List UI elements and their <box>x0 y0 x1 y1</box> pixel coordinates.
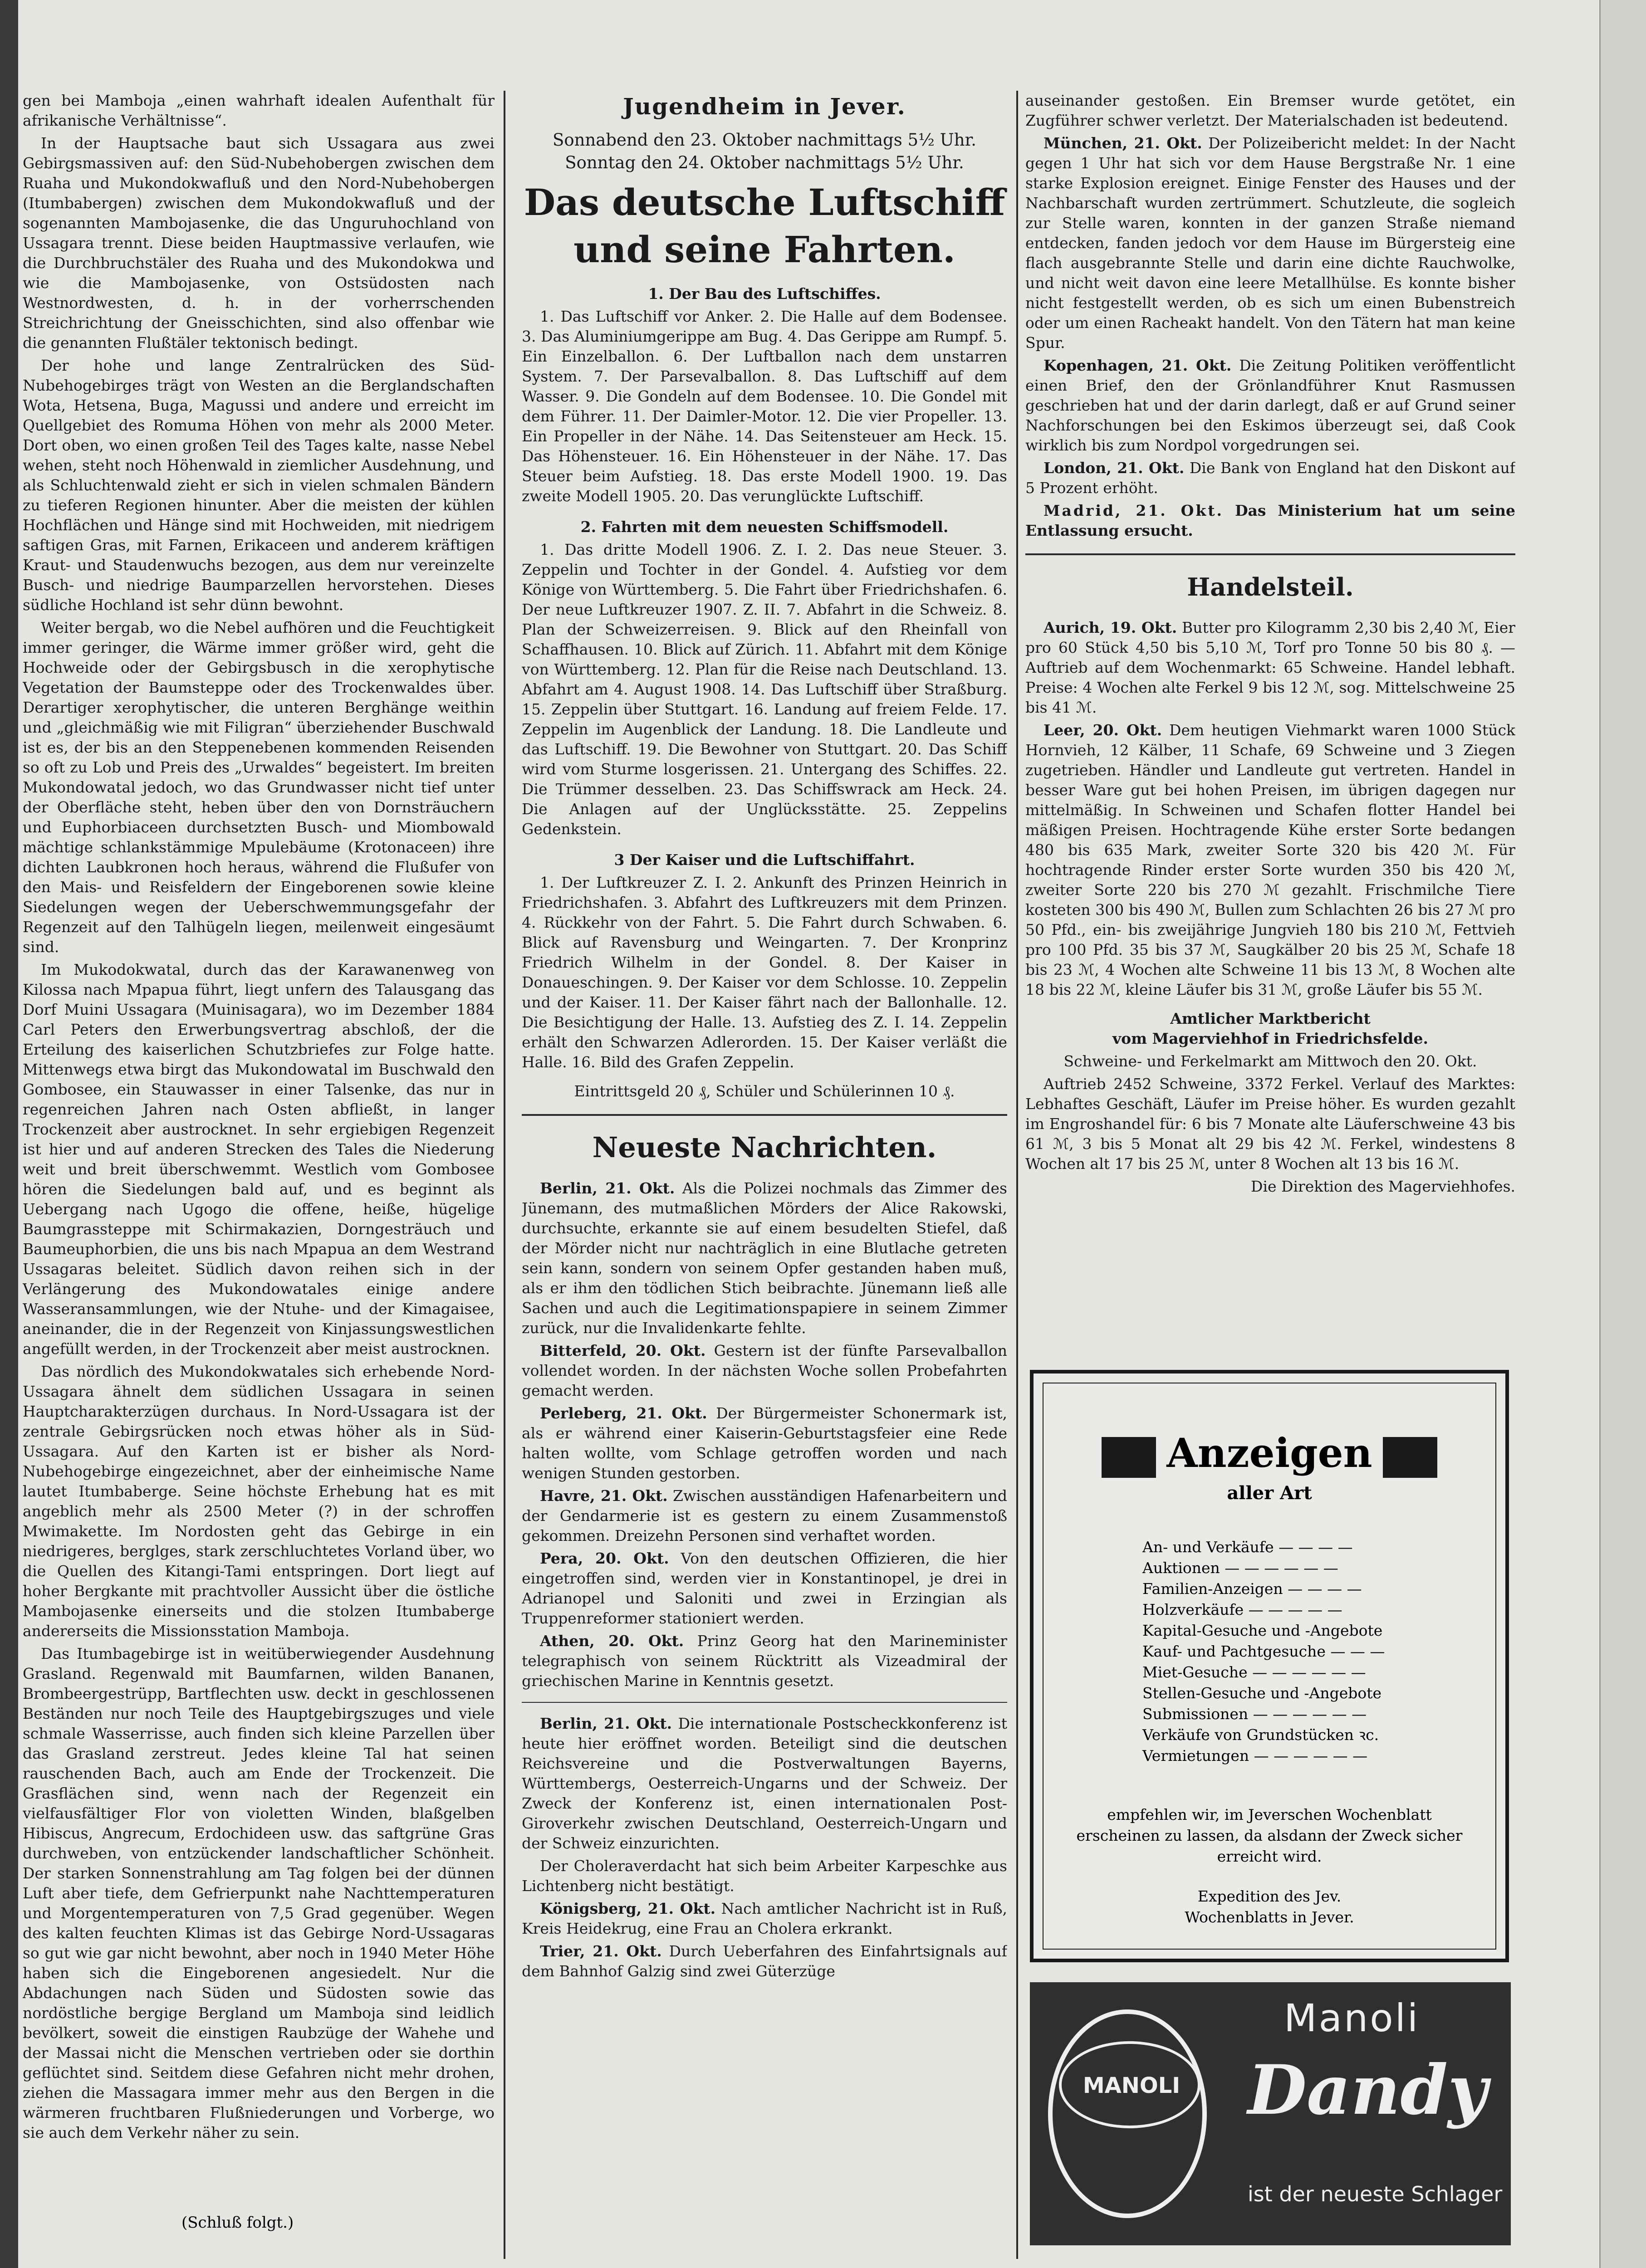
ad-category: Kapital-Gesuche und -Angebote <box>1142 1622 1383 1639</box>
news-item <box>522 1631 1007 1691</box>
news-item <box>522 1899 1007 1939</box>
news-item <box>522 1403 1007 1483</box>
news-text: Das Ministerium hat um seine Entlassung ersucht. <box>1025 502 1515 539</box>
ad-category: An- und Verkäufe — — — — <box>1142 1538 1353 1556</box>
news-place: Königsberg, 21. Okt. <box>540 1900 716 1917</box>
trade-heading: Handelsteil. <box>1187 572 1354 601</box>
trade-place: Leer, 20. Okt. <box>1043 721 1162 739</box>
news-text: Gestern ist der fünfte Parsevalballon vollendet worden. In der nächsten Woche sollen Probefahrten gemacht werden. <box>522 1342 1007 1399</box>
news-item <box>1025 133 1515 353</box>
news-place: Perleberg, 21. Okt. <box>540 1404 707 1422</box>
event-date: Sonntag den 24. Oktober nachmittags 5½ Uhr. <box>565 153 964 172</box>
ad-category: Familien-Anzeigen — — — — <box>1142 1580 1362 1598</box>
logo-badge-text: MANOLI <box>1083 2073 1181 2098</box>
market-text: Auftrieb 2452 Schweine, 3372 Ferkel. Verlauf des Marktes: Lebhaftes Geschäft, Läufer im Preise höher. Es wurden gezahlt im Engroshandel für: 6 bis 7 Monate alte Läuferschweine 43 bis 61 ℳ, 3 bis 5 Monat alt 29 bis 42 ℳ. Ferkel, windestens 8 Wochen alt 17 bis 25 ℳ, unter 8 Wochen alt 13 bis 16 ℳ. <box>1025 1075 1515 1173</box>
news-place: Havre, 21. Okt. <box>540 1487 668 1505</box>
news-place: Bitterfeld, 20. Okt. <box>540 1342 706 1359</box>
article-paragraph: Das Itumbagebirge ist in weitüberwiegender Ausdehnung Grasland. Regenwald mit Baumfarnen, wilden Bananen, Brombeergestrüpp, Bartflechten usw. deckt in geschlossenen Beständen nur noch Teile des Hauptgebirgszuges und viele schmale Wasserrisse, auch finden sich kleine Parzellen über das Grasland zerstreut. Jedes kleine Tal hat seinen rauschenden Bach, auch am Ende der Trockenzeit. Die Grasflächen sind, wenn nach der Regenzeit ein vielfausfältiger Flor von violetten Winden, blaßgelben Hibiscus, Angrecum, Erdochideen usw. das saftgrüne Gras durchweben, von entzückender landschaftlicher Schönheit. Der starken Sonnenstrahlung am Tag folgen bei der dünnen Luft aber tiefe, dem Gefrierpunkt nahe Nachttemperaturen und Morgentemperaturen von 7,5 Grad gegenüber. Wegen des kalten feuchten Klimas ist das Gebirge Nord-Ussagaras so gut wie gar nicht bewohnt, aber noch in 1940 Meter Höhe haben sich die Eingeborenen angesiedelt. Nur die Abdachungen nach Süden und Südosten sowie das nordöstliche bergige Bergland um Mamboja sind leidlich bevölkert, soweit die einstigen Raubzüge der Wahehe und der Massai nicht die Menschen vertrieben oder sie dorthin geflüchtet sind. Seitdem diese Gefahren nicht mehr drohen, ziehen die Massagara immer mehr aus den Bergen in die wärmeren fruchtbaren Flußniederungen und Vorberge, wo sie auch dem Verkehr näher zu sein. <box>23 1645 495 2141</box>
news-item <box>522 1178 1007 1338</box>
ad-category: Kauf- und Pachtgesuche — — — <box>1142 1642 1385 1660</box>
news-text: Die Bank von England hat den Diskont auf 5 Prozent erhöht. <box>1025 459 1515 497</box>
market-signature: Die Direktion des Magerviehhofes. <box>1250 1178 1515 1195</box>
news-item <box>522 1341 1007 1401</box>
news-text: Von den deutschen Offizieren, die hier eingetroffen sind, werden vier in Konstantinopel, je drei in Adrianopel und Saloniti und zwei in Erzingian als Truppenreformer stationiert werden. <box>522 1549 1007 1627</box>
ad-title: Anzeigen <box>1166 1429 1372 1476</box>
section-heading: 2. Fahrten mit dem neuesten Schiffsmodell. <box>580 518 949 536</box>
news-item <box>1025 356 1515 455</box>
news-text: Der Bürgermeister Schonermark ist, als er während einer Kaiserin-Geburtstagsfeier eine Rede halten wollte, vom Schlage getroffen worden und nach wenigen Stunden gestorben. <box>522 1404 1007 1482</box>
news-item <box>522 1549 1007 1628</box>
ad-category: Vermietungen — — — — — — <box>1142 1747 1368 1765</box>
page-edge <box>1599 0 1646 2268</box>
event-title: Das deutsche Luftschiff und seine Fahrten. <box>524 181 1005 271</box>
news-item <box>1025 91 1515 131</box>
article-paragraph: Weiter bergab, wo die Nebel aufhören und die Feuchtigkeit immer geringer, die Wärme immer größer wird, geht die Hochweide oder der Gebirgsbusch in die xerophytische Vegetation der Baumsteppe oder des Trockenwaldes über. Derartiger xerophytischer, die unteren Berghänge weithin und „gleichmäßig wie mit Filigran“ überziehender Buschwald ist es, der bis an den Steppenebenen kommenden Reisenden so oft zu Lob und Preis des „Urwaldes“ begeistert. Im breiten Mukondowatal jedoch, wo das Grundwasser nicht tief unter der Oberfläche steht, heben über den von Dornsträuchern und Euphorbiaceen durchsetzten Busch- und Miombowald mächtige schlankstämmige Mpulebäume (Krotonaceen) ihre dichten Laubkronen hoch heraus, während die Flußufer von den Mais- und Reisfeldern der Eingeborenen sowie kleine Siedelungen wegen der Ueberschwemmungsgefahr der Regenzeit auf den Talhügeln liegen, meilenweit eingesäumt sind. <box>23 619 495 956</box>
news-text: Prinz Georg hat den Marineminister telegraphisch von seinem Rücktritt als Vizeadmiral der griechischen Marine in Kenntnis gesetzt. <box>522 1632 1007 1690</box>
divider <box>522 1702 1007 1703</box>
column-left-article <box>23 91 495 2268</box>
news-item <box>522 1714 1007 1853</box>
news-item <box>522 1486 1007 1546</box>
section-heading: 3 Der Kaiser und die Luftschiffahrt. <box>614 851 915 869</box>
section-heading: 1. Der Bau des Luftschiffes. <box>648 285 881 303</box>
section-text: 1. Das dritte Modell 1906. Z. I. 2. Das neue Steuer. 3. Zeppelin und Tochter in der Gondel. 4. Aufstieg vor dem Könige von Württemberg. 5. Die Fahrt über Friedrichshafen. 6. Der neue Luftkreuzer 1907. Z. II. 7. Abfahrt in die Schweiz. 8. Plan der Schweizerreisen. 9. Blick auf den Rheinfall von Schaffhausen. 10. Blick auf Zürich. 11. Abfahrt mit dem Könige von Württemberg. 12. Plan für die Reise nach Deutschland. 13. Abfahrt am 4. August 1908. 14. Das Luftschiff über Straßburg. 15. Zeppelin über Stuttgart. 16. Landung auf freiem Felde. 17. Zeppelin im Augenblick der Landung. 18. Die Landleute und das Luftschiff. 19. Die Bewohner von Stuttgart. 20. Das Schiff wird vom Sturme losgerissen. 21. Untergang des Schiffes. 22. Die Trümmer desselben. 23. Das Schiffswrack am Heck. 24. Die Anlagen auf der Unglücksstätte. 25. Zeppelins Gedenkstein. <box>522 541 1007 838</box>
divider <box>1025 553 1515 555</box>
news-place: Madrid, 21. Okt. <box>1043 502 1224 519</box>
section-text: 1. Das Luftschiff vor Anker. 2. Die Halle auf dem Bodensee. 3. Das Aluminiumgerippe am Bug. 4. Das Gerippe am Rumpf. 5. Ein Einzelballon. 6. Der Luftballon nach dem unstarren System. 7. Der Parsevalballon. 8. Das Luftschiff auf dem Wasser. 9. Die Gondeln auf dem Bodensee. 10. Die Gondel mit dem Führer. 11. Der Daimler-Motor. 12. Die vier Propeller. 13. Ein Propeller in der Nähe. 14. Das Seitensteuer am Heck. 15. Das Höhensteuer. 16. Ein Höhensteuer in der Nähe. 17. Das Steuer beim Aufstieg. 18. Das erste Modell 1900. 19. Das zweite Modell 1905. 20. Das verunglückte Luftschiff. <box>522 308 1007 505</box>
news-place: Berlin, 21. Okt. <box>540 1179 675 1197</box>
market-heading: vom Magerviehhof in Friedrichsfelde. <box>1112 1030 1429 1047</box>
manoli-ad <box>1030 1982 1511 2245</box>
column-middle <box>522 91 1007 2268</box>
event-venue: Jugendheim in Jever. <box>623 93 906 120</box>
news-item <box>522 1856 1007 1896</box>
news-place: Berlin, 21. Okt. <box>540 1715 672 1732</box>
column-right <box>1025 91 1515 1343</box>
ad-category: Stellen-Gesuche und -Angebote <box>1142 1684 1382 1702</box>
trade-place: Aurich, 19. Okt. <box>1043 619 1177 636</box>
ad-publisher: Expedition des Jev. Wochenblatts in Jever. <box>1185 1887 1354 1926</box>
news-text: Der Choleraverdacht hat sich beim Arbeiter Karpeschke aus Lichtenberg nicht bestätigt. <box>522 1857 1007 1895</box>
news-place: London, 21. Okt. <box>1043 459 1185 477</box>
ad-category-list <box>1142 1537 1433 1766</box>
section-text: 1. Der Luftkreuzer Z. I. 2. Ankunft des Prinzen Heinrich in Friedrichshafen. 3. Abfahrt des Luftkreuzers mit dem Prinzen. 4. Rückkehr von der Fahrt. 5. Die Fahrt durch Schwaben. 6. Blick auf Ravensburg und Weingarten. 7. Der Kronprinz Friedrich Wilhelm in der Gondel. 8. Der Kaiser in Donaueschingen. 9. Der Kaiser vor dem Schlosse. 10. Zeppelin und der Kaiser. 11. Der Kaiser fährt nach der Ballonhalle. 12. Die Besichtigung der Halle. 13. Aufstieg des Z. I. 14. Zeppelin erhält den Schwarzen Adlerorden. 15. Der Kaiser verläßt die Halle. 16. Bild des Grafen Zeppelin. <box>522 874 1007 1071</box>
article-paragraph: In der Hauptsache baut sich Ussagara aus zwei Gebirgsmassiven auf: den Süd-Nubehobergen zwischen dem Ruaha und Mukondokwafluß und den Nord-Nubehobergen (Itumbabergen) zwischen dem Mukondokwafluß und der sogenannten Mambojasenke, die das Unguruhochland von Ussagara trennt. Diese beiden Hauptmassive verlaufen, wie die Durchbruchstäler des Ruaha und des Mukondokwa und wie die Mambojasenke, von Ostsüdosten nach Westnordwesten, d. h. in der vorherrschenden Streichrichtung der Gneisschichten, sind also offenbar wie die genannten Flußtäler tektonisch bedingt. <box>23 134 495 352</box>
ad-category: Verkäufe von Grundstücken ꝛc. <box>1142 1726 1379 1744</box>
news-text: Der Polizeibericht meldet: In der Nacht gegen 1 Uhr hat sich vor dem Hause Bergstraße Nr. 1 eine starke Explosion ereignet. Einige Fenster des Hauses und der Nachbarschaft wurden zertrümmert. Schutzleute, die sogleich zur Stelle waren, konnten in der ganzen Straße niemand entdecken, fanden jedoch vor dem Hause im Bürgersteig eine flach ausgebrannte Stelle und darin eine dichte Rauchwolke, und nicht weit davon eine leere Metallhülse. Es konnte bisher nicht festgestellt werden, ob es sich um einen Bubenstreich oder um einen Racheakt handelt. Von den Tätern hat man keine Spur. <box>1025 134 1515 352</box>
news-text: Durch Ueberfahren des Einfahrtsignals auf dem Bahnhof Galzig sind zwei Güterzüge <box>522 1942 1007 1980</box>
product-name: Dandy <box>1248 2050 1488 2130</box>
brand-name: Manoli <box>1284 1996 1420 2040</box>
news-text: Die Zeitung Politiken veröffentlicht einen Brief, den der Grönlandführer Knut Rasmussen geschrieben hat und der darin darlegt, daß er auf Grund seiner Nachforschungen bei den Eskimos überzeugt sei, daß Cook wirklich bis zum Nordpol vorgedrungen sei. <box>1025 357 1515 454</box>
news-text: Zwischen ausständigen Hafenarbeitern und der Gendarmerie ist es gestern zu einem Zusammenstoß gekommen. Dreizehn Personen sind verhaftet worden. <box>522 1487 1007 1545</box>
news-place: München, 21. Okt. <box>1043 134 1202 152</box>
trade-text: Dem heutigen Viehmarkt waren 1000 Stück Hornvieh, 12 Kälber, 11 Schafe, 69 Schweine und 3 Ziegen zugetrieben. Händler und Landleute gut vertreten. Handel in besser Ware gut bei hohen Preisen, im übrigen dagegen nur mittelmäßig. In Schweinen und Schafen flotter Handel bei mäßigen Preisen. Hochtragende Kühe erster Sorte bedangen 480 bis 635 Mark, zweiter Sorte 320 bis 420 ℳ. Für hochtragende Rinder erster Sorte wurden 350 bis 420 ℳ, zweiter Sorte 220 bis 270 ℳ gezahlt. Frischmilche Tiere kosteten 300 bis 490 ℳ, Bullen zum Schlachten 26 bis 27 ℳ pro 50 Pfd., ein- bis zweijährige Jungvieh 180 bis 210 ℳ, Fettvieh pro 100 Pfd. 35 bis 37 ℳ, Saugkälber 20 bis 25 ℳ, Schafe 18 bis 23 ℳ, 4 Wochen alte Schweine 11 bis 13 ℳ, 8 Wochen alte 18 bis 22 ℳ, kleine Läufer bis 31 ℳ, große Läufer bis 55 ℳ. <box>1025 721 1515 998</box>
column-rule <box>1016 91 1018 2259</box>
trade-text: Butter pro Kilogramm 2,30 bis 2,40 ℳ, Eier pro 60 Stück 4,50 bis 5,10 ℳ, Torf pro Tonne 50 bis 80 ₰. — Auftrieb auf dem Wochenmarkt: 65 Schweine. Handel lebhaft. Preise: 4 Wochen alte Ferkel 9 bis 12 ℳ, sog. Mittelschweine 25 bis 41 ℳ. <box>1025 619 1515 716</box>
news-place: Athen, 20. Okt. <box>540 1632 684 1650</box>
news-place: Kopenhagen, 21. Okt. <box>1043 357 1232 374</box>
ad-category: Miet-Gesuche — — — — — — <box>1142 1663 1366 1681</box>
news-place: Pera, 20. Okt. <box>540 1549 669 1567</box>
news-text: Die internationale Postscheckkonferenz ist heute hier eröffnet worden. Beteiligt sind die deutschen Reichsvereine und die Postverwaltungen Bayerns, Württembergs, Oesterreich-Ungarns und der Schweiz. Der Zweck der Konferenz ist, einen internationalen Post-Giroverkehr zwischen Deutschland, Oesterreich-Ungarn und der Schweiz einzurichten. <box>522 1715 1007 1852</box>
news-item <box>1025 458 1515 498</box>
event-date: Sonnabend den 23. Oktober nachmittags 5½ Uhr. <box>552 130 977 150</box>
news-text: auseinander gestoßen. Ein Bremser wurde getötet, ein Zugführer schwer verletzt. Der Materialschaden ist bedeutend. <box>1025 92 1515 129</box>
news-text: Als die Polizei nochmals das Zimmer des Jünemann, des mutmaßlichen Mörders der Alice Rakowski, durchsuchte, erkannte sie auf einem besudelten Stiefel, daß der Mörder nicht nur nachträglich in eine Blutlache getreten sein kann, sondern von seinem Opfer gestanden haben muß, als er ihm den tödlichen Stich beibrachte. Jünemann ließ alle Sachen und auch die Legitimationspapiere in seinem Zimmer zurück, nur die Invalidenkarte fehlte. <box>522 1179 1007 1337</box>
article-paragraph: Im Mukodokwatal, durch das der Karawanenweg von Kilossa nach Mpapua führt, liegt unfern des Talausgang das Dorf Muini Ussagara (Muinisagara), wo im Dezember 1884 Carl Peters den Erwerbungsvertrag abschloß, der die Erteilung des kaiserlichen Schutzbriefes zur Folge hatte. Mittenwegs etwa birgt das Mukondowatal im Buschwald den Gombosee, ein Stauwasser in einer Talsenke, das nur in regenreichen Jahren nach Osten abfließt, in langer Trockenzeit aber austrocknet. In sehr ergiebigen Regenzeit ist hier und auf anderen Strecken des Tales die Niederung weit und breit überschwemmt. Westlich vom Gombosee hören die Siedelungen bald auf, und es beginnt als Uebergang nach Ugogo die offene, heiße, hügelige Baumgrassteppe mit Schirmakazien, Dorngesträuch und Baumeuphorbien, die uns bis nach Mpapua an dem Westrand Ussagaras beleitet. Südlich davon reihen sich in der Verlängerung des Mukondowatales einige andere Wasseransammlungen, wie der Ntuhe- und der Kimagaisee, aneinander, die in der Regenzeit von Kinjassungswestlichen angefüllt werden, in der Trockenzeit aber meist austrocknen. <box>23 961 495 1358</box>
news-item <box>1025 501 1515 541</box>
divider <box>522 1114 1007 1116</box>
ad-category: Holzverkäufe — — — — — <box>1142 1601 1342 1618</box>
article-paragraph: Das nördlich des Mukondokwatales sich erhebende Nord-Ussagara ähnelt dem südlichen Ussagara in seinen Hauptcharakterzügen durchaus. In Nord-Ussagara ist der zentrale Gebirgsrücken noch etwas höher als in Süd-Ussagara. Auf den Karten ist er bisher als Nord-Nubehogebirge eingezeichnet, aber der einheimische Name lautet Itumbaberge. Seine höchste Erhebung hat es mit angeblich mehr als 2500 Meter (?) in der schroffen Mwimakette. Im Nordosten geht das Gebirge in ein niedrigeres, berglges, stark zerschluchtetes Vorland über, wo die Quellen des Kitangi-Tami entspringen. Dort liegt auf hoher Bergkante mit prachtvoller Aussicht über die östliche Mambojasenke einerseits und die stolzen Itumbaberge andererseits die Missionsstation Mamboja. <box>23 1363 495 1640</box>
ad-category: Auktionen — — — — — — <box>1142 1559 1338 1577</box>
market-heading: Amtlicher Marktbericht <box>1170 1010 1371 1027</box>
article-paragraph: Der hohe und lange Zentralrücken des Süd-Nubehogebirges trägt von Westen an die Berglandschaften Wota, Hetsena, Buga, Magussi und andere und erreicht im Quellgebiet des Romuma Höhen von mehr als 2000 Meter. Dort oben, wo einen großen Teil des Tages kalte, nasse Nebel wehen, steht noch Höhenwald in ziemlicher Ausdehnung, und als Schluchtenwald zieht er sich in vielen schmalen Bändern zu tieferen Regionen hinunter. Aber die meisten der kühlen Hochflächen und Hänge sind mit Hochweiden, mit niedrigem saftigen Gras, mit Farnen, Erikaceen und anderem kräftigen Kraut- und Staudenwuchs bezogen, aus dem nur vereinzelte Busch- und niedrige Baumparzellen hervorstehen. Dieses südliche Hochland ist sehr dünn bewohnt. <box>23 357 495 614</box>
ad-subtitle: aller Art <box>1227 1482 1312 1504</box>
news-text: Nach amtlicher Nachricht ist in Ruß, Kreis Heidekrug, eine Frau an Cholera erkrankt. <box>522 1900 1007 1937</box>
ad-category: Submissionen — — — — — — <box>1142 1705 1367 1723</box>
article-paragraph: gen bei Mamboja „einen wahrhaft idealen Aufenthalt für afrikanische Verhältnisse“. <box>23 92 495 129</box>
ad-recommendation: empfehlen wir, im Jeverschen Wochenblatt erscheinen zu lassen, da alsdann der Zweck sicher erreicht wird. <box>1076 1806 1463 1865</box>
trade-item <box>1025 720 1515 1000</box>
market-subheading: Schweine- und Ferkelmarkt am Mittwoch den 20. Okt. <box>1063 1052 1477 1070</box>
news-heading: Neueste Nachrichten. <box>592 1131 937 1164</box>
continued-note: (Schluß folgt.) <box>181 2214 294 2232</box>
ad-slogan: ist der neueste Schlager <box>1248 2182 1503 2206</box>
trade-item <box>1025 618 1515 718</box>
news-place: Trier, 21. Okt. <box>540 1942 662 1960</box>
news-item <box>522 1941 1007 1981</box>
binding-gutter <box>0 0 18 2268</box>
entry-fee: Eintrittsgeld 20 ₰, Schüler und Schülerinnen 10 ₰. <box>574 1082 955 1100</box>
column-rule <box>504 91 505 2259</box>
classifieds-ad <box>1030 1370 1509 1962</box>
